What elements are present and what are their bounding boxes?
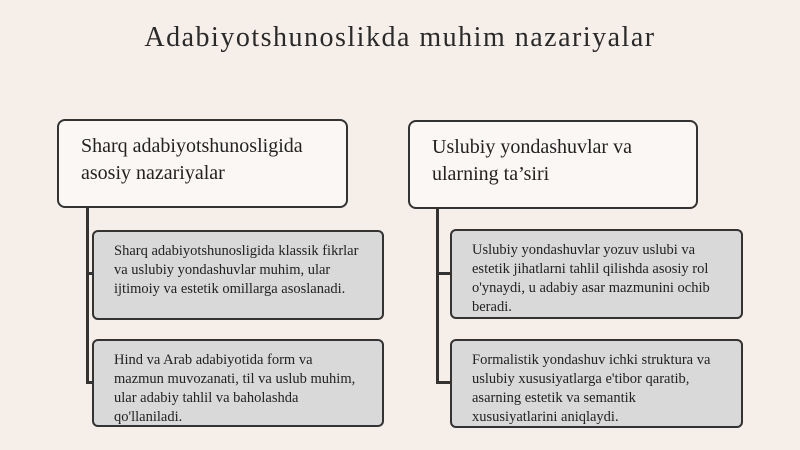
- left-detail-box-1: [92, 230, 384, 320]
- right-connector-branch-2: [436, 381, 450, 384]
- left-heading-text: Sharq adabiyotshunosligida asosiy nazariyalar: [81, 135, 303, 184]
- right-detail-text-2: Formalistik yondashuv ichki struktura va uslubiy xususiyatlarga e'tibor qaratib, asarning estetik va semantik xususiyatlarini aniqlaydi.: [472, 352, 711, 425]
- right-detail-box-2: [450, 339, 743, 428]
- right-detail-box-1: [450, 229, 743, 319]
- left-connector-vertical: [86, 206, 89, 383]
- left-heading-box: [57, 119, 348, 208]
- right-heading-text: Uslubiy yondashuvlar va ularning ta’siri: [432, 136, 632, 185]
- right-connector-branch-1: [436, 272, 450, 275]
- left-detail-box-2: [92, 339, 384, 427]
- right-connector-vertical: [436, 206, 439, 383]
- page-title: Adabiyotshunoslikda muhim nazariyalar: [144, 22, 656, 53]
- left-detail-text-1: Sharq adabiyotshunosligida klassik fikrlar va uslubiy yondashuvlar muhim, ular ijtimoiy va estetik omillarga asoslanadi.: [114, 243, 359, 297]
- right-heading-box: [408, 120, 698, 209]
- left-detail-text-2: Hind va Arab adabiyotida form va mazmun muvozanati, til va uslub muhim, ular adabiy tahlil va baholashda qo'llaniladi.: [114, 352, 356, 425]
- right-detail-text-1: Uslubiy yondashuvlar yozuv uslubi va estetik jihatlarni tahlil qilishda asosiy rol o'ynaydi, u adabiy asar mazmunini ochib beradi.: [472, 242, 710, 315]
